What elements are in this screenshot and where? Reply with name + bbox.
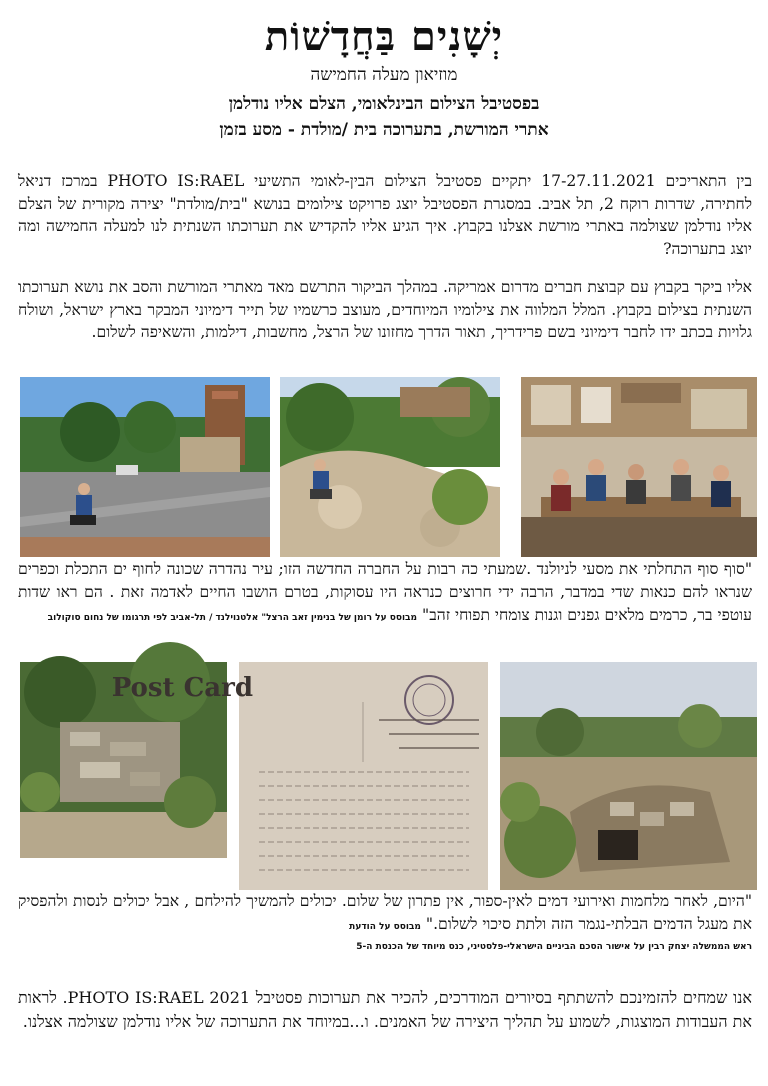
photo-postcard <box>111 662 488 890</box>
intro-paragraph-2: אליו ביקר בקבוץ עם קבוצת חברים מדרום אמריקה. במהלך הביקור התרשם מאד מאתרי המורשת והסב את נושא תערוכתו השנתית בצילום בקבוץ. המלל המלווה את צילומיו המיוחדים, מעוצב כרשמיו של תייר דימיוני המבקר בארץ ישראל, ושולח גלויות בכתב ידו לחבר דימיוני בשם פרידריך, תאור הדרך מחזונו של הרצל, מחשבות, דילמות, והשאיפה לשלום. <box>18 278 752 342</box>
intro-paragraph-1: בין התאריכים 17-27.11.2021 יתקיים פסטיבל הצילום הבין-לאומי התשיעי PHOTO IS:RAEL במרכז דניאל לחתירה, שדרות רוקח 2, תל אביב. במסגרת הפסטיבל יוצג פרויקט צילומים בנושא "בית/מולדת" יצירה מקורית של הצלם אליו נודלמן שצולמה באתרי מורשת אצלנו בקבוץ. איך הגיע אליו להקדיש את תערוכתו השנתית לנו למעלה החמישה ומה יוצג בתערוכה? <box>18 172 752 258</box>
quote-rabin-source: ראש הממשלה יצחק רבין על אישור הסכם הביניים הישראלי-פלסטיני, כנס מיוחד של הכנסת ה-5 <box>356 942 752 952</box>
headline-festival: בפסטיבל הצילום הבינלאומי, הצלם אליו נודלמן <box>228 94 540 114</box>
page-title: יְשָׁנִים בַּחֲדָשׁוֹת <box>264 13 504 60</box>
quote-herzl-source: מבוסס על רומן של בנימין זאב הרצל" אלטנוילנד / תל-אביב לפי תרגומו של נחום סוקולוב <box>47 613 418 623</box>
closing-paragraph: אנו שמחים להזמינכם להשתתף בסיורים המודרכים, להכיר את תערוכות פסטיבל 2021 PHOTO IS:RAEL. לראות את העבודות המוצגות, לשמוע על תהליך היצירה של האמנים. ו...במיוחד את התערוכה של אליו נודלמן שצולמה אצלנו. <box>18 988 752 1031</box>
photo-photographer-hill <box>280 377 500 557</box>
photo-photographer-road <box>20 377 270 557</box>
quote-rabin <box>18 890 752 939</box>
quote-rabin-source-inline: מבוסס על הודעת <box>349 922 421 932</box>
quote-rabin-text: "היום, לאחר מלחמות ואירועי דמים לאין-ספור, אין פתרון של שלום. יכולים להמשיך להילחם , אבל יכולים לנסות ולהפסיק את מעגל הדמים הבלתי-נגמר הזה ולתת סיכוי לשלום." <box>18 892 752 933</box>
postcard-label: Post Card <box>111 673 253 703</box>
photo-stone-bunker <box>500 662 757 890</box>
photo-group-workshop <box>521 377 757 557</box>
quote-herzl <box>18 558 752 630</box>
museum-name: מוזיאון מעלה החמישה <box>310 65 458 85</box>
quote-herzl-text: "סוף סוף התחלתי את מסעי לניולנד .שמעתי כה רבות על החברה החדשה הזו; עיר נהדרה שכונה לחוף ים התכלת וכפרים שנראו להם כנאות שדי במדבר, הרבה ידי חרוצים כנראה היו עסוקות, בטרם הושבו החיים לאדמה זאת . הם ראו שדות עוטפי בר, כרמים מלאים גפנים וגנות צומחי תפוחי זהב" <box>18 560 752 624</box>
headline-exhibition: אתרי המורשת, בתערוכה בית /מולדת - מסע בזמן <box>219 120 549 140</box>
